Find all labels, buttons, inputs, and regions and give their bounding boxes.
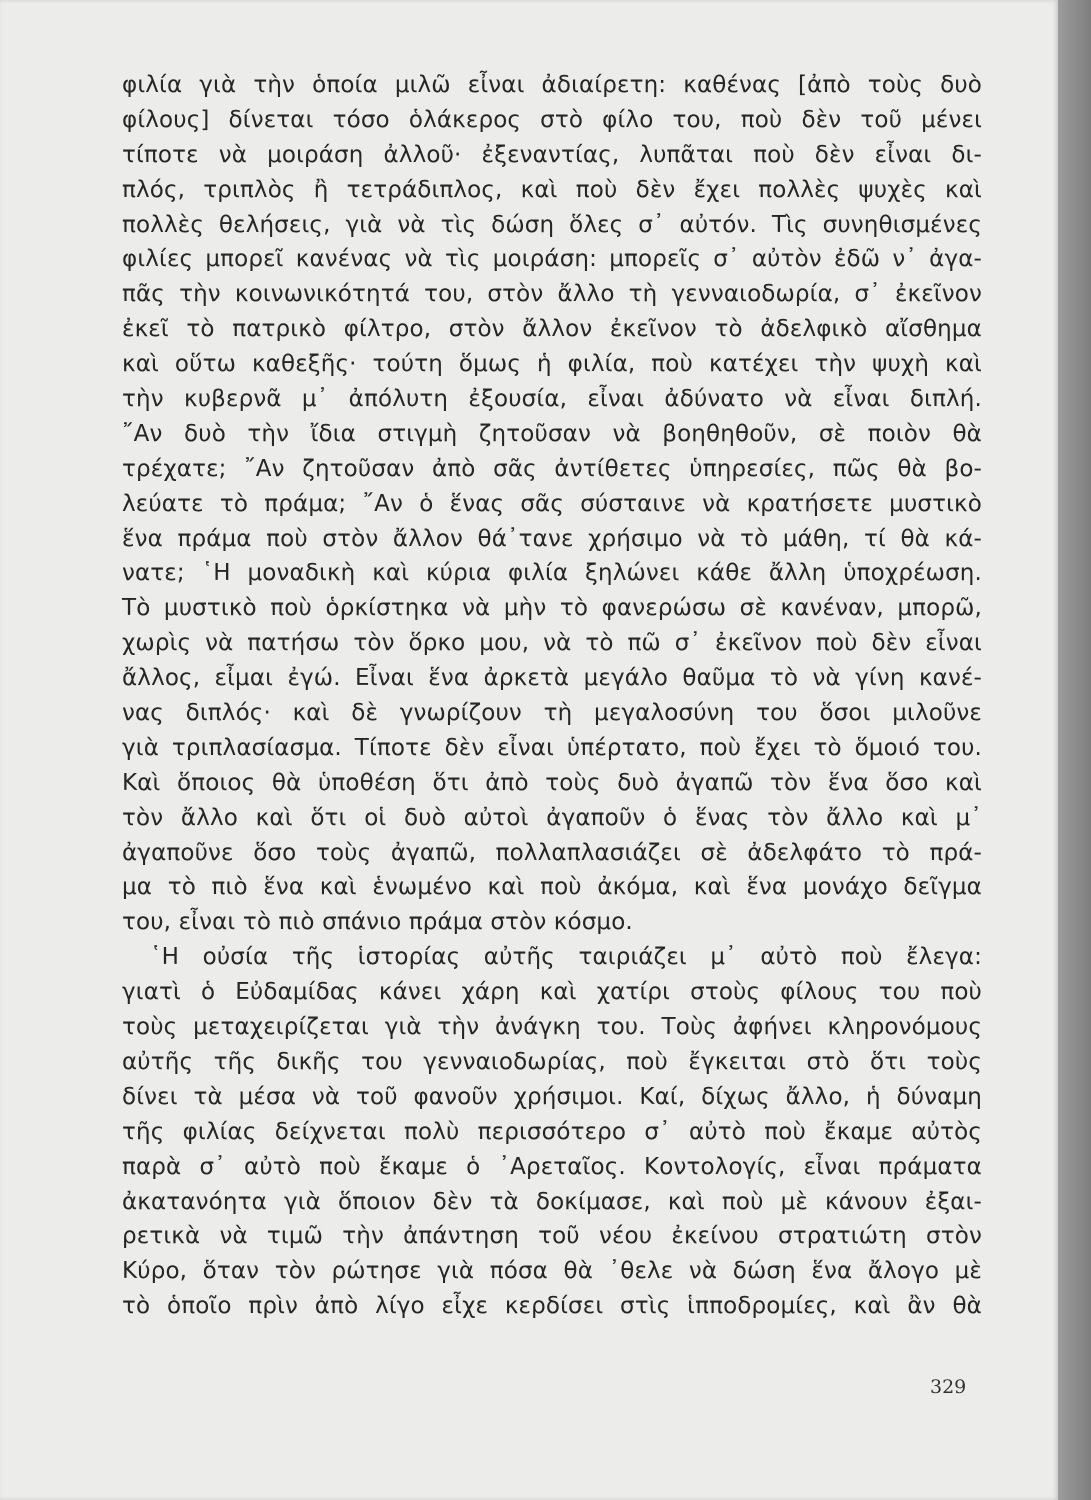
text-line: τρέχατε; ῎Αν ζητοῦσαν ἀπὸ σᾶς ἀντίθετες ὑπηρεσίες, πῶς θὰ βο-: [122, 455, 982, 482]
text-line: ἐκεῖ τὸ πατρικὸ φίλτρο, στὸν ἄλλον ἐκεῖνον τὸ ἀδελφικὸ αἴσθημα: [122, 316, 982, 343]
text-line: ῎Αν δυὸ τὴν ἴδια στιγμὴ ζητοῦσαν νὰ βοηθηθοῦν, σὲ ποιὸν θὰ: [122, 420, 982, 447]
text-line: ἀκατανόητα γιὰ ὅποιον δὲν τὰ δοκίμασε, καὶ ποὺ μὲ κάνουν ἐξαι-: [122, 1188, 982, 1215]
text-line: δίνει τὰ μέσα νὰ τοῦ φανοῦν χρήσιμοι. Καί, δίχως ἄλλο, ἡ δύναμη: [122, 1083, 982, 1110]
text-line: τὸν ἄλλο καὶ ὅτι οἱ δυὸ αὐτοὶ ἀγαποῦν ὁ ἕνας τὸν ἄλλο καὶ μ᾽: [122, 804, 982, 831]
text-line-paragraph-end: του, εἶναι τὸ πιὸ σπάνιο πράμα στὸν κόσμο.: [122, 909, 633, 936]
text-line: πλός, τριπλὸς ἢ τετράδιπλος, καὶ ποὺ δὲν ἔχει πολλὲς ψυχὲς καὶ: [122, 176, 982, 203]
text-line: τῆς φιλίας δείχνεται πολὺ περισσότερο σ᾽ αὐτὸ ποὺ ἔκαμε αὐτὸς: [122, 1118, 982, 1145]
text-line: ρετικὰ νὰ τιμῶ τὴν ἀπάντηση τοῦ νέου ἐκείνου στρατιώτη στὸν: [122, 1223, 982, 1250]
text-line: ἀγαποῦνε ὅσο τοὺς ἀγαπῶ, πολλαπλασιάζει σὲ ἀδελφάτο τὸ πρά-: [122, 839, 982, 866]
text-line: αὐτῆς τῆς δικῆς του γενναιοδωρίας, ποὺ ἔγκειται στὸ ὅτι τοὺς: [122, 1048, 982, 1075]
text-line: χωρὶς νὰ πατήσω τὸν ὅρκο μου, νὰ τὸ πῶ σ᾽ ἐκεῖνον ποὺ δὲν εἶναι: [122, 630, 982, 657]
text-line: ἄλλος, εἶμαι ἐγώ. Εἶναι ἕνα ἀρκετὰ μεγάλο θαῦμα τὸ νὰ γίνη κανέ-: [122, 665, 982, 692]
text-line: γιατὶ ὁ Εὐδαμίδας κάνει χάρη καὶ χατίρι στοὺς φίλους του ποὺ: [122, 979, 982, 1006]
page-edge-shadow: [1058, 0, 1091, 1500]
text-line: νας διπλός· καὶ δὲ γνωρίζουν τὴ μεγαλοσύνη του ὅσοι μιλοῦνε: [122, 700, 982, 727]
text-line: τὸ ὁποῖο πρὶν ἀπὸ λίγο εἶχε κερδίσει στὶς ἱπποδρομίες, καὶ ἂν θὰ: [122, 1293, 982, 1320]
text-line: τίποτε νὰ μοιράση ἀλλοῦ· ἐξεναντίας, λυπᾶται ποὺ δὲν εἶναι δι-: [122, 141, 982, 168]
text-line: νατε; ῾Η μοναδικὴ καὶ κύρια φιλία ξηλώνει κάθε ἄλλη ὑποχρέωση.: [122, 560, 982, 587]
text-line: παρὰ σ᾽ αὐτὸ ποὺ ἔκαμε ὁ ᾽Αρεταῖος. Κοντολογίς, εἶναι πράματα: [122, 1153, 982, 1180]
text-line-paragraph-start: ῾Η οὐσία τῆς ἱστορίας αὐτῆς ταιριάζει μ᾽ αὐτὸ ποὺ ἔλεγα:: [150, 944, 982, 971]
page-number: 329: [930, 1376, 967, 1398]
text-line: φιλία γιὰ τὴν ὁποία μιλῶ εἶναι ἀδιαίρετη: καθένας [ἀπὸ τοὺς δυὸ: [122, 72, 982, 98]
text-line: Καὶ ὅποιος θὰ ὑποθέση ὅτι ἀπὸ τοὺς δυὸ ἀγαπῶ τὸν ἕνα ὅσο καὶ: [122, 769, 982, 796]
text-line: Κύρο, ὅταν τὸν ρώτησε γιὰ πόσα θὰ ᾽θελε νὰ δώση ἕνα ἄλογο μὲ: [122, 1258, 982, 1285]
text-line: τοὺς μεταχειρίζεται γιὰ τὴν ἀνάγκη του. Τοὺς ἀφήνει κληρονόμους: [122, 1014, 982, 1041]
text-line: πολλὲς θελήσεις, γιὰ νὰ τὶς δώση ὅλες σ᾽ αὐτόν. Τὶς συνηθισμένες: [122, 211, 982, 238]
body-text: [122, 68, 982, 1324]
text-line: φίλους] δίνεται τόσο ὁλάκερος στὸ φίλο του, ποὺ δὲν τοῦ μένει: [122, 106, 982, 133]
text-line: γιὰ τριπλασίασμα. Τίποτε δὲν εἶναι ὑπέρτατο, ποὺ ἔχει τὸ ὅμοιό του.: [122, 734, 982, 761]
text-line: λεύατε τὸ πράμα; ῎Αν ὁ ἕνας σᾶς σύσταινε νὰ κρατήσετε μυστικὸ: [122, 490, 982, 517]
text-line: μα τὸ πιὸ ἕνα καὶ ἑνωμένο καὶ ποὺ ἀκόμα, καὶ ἕνα μονάχο δεῖγμα: [122, 874, 982, 901]
text-line: τὴν κυβερνᾶ μ᾽ ἀπόλυτη ἐξουσία, εἶναι ἀδύνατο νὰ εἶναι διπλή.: [122, 386, 982, 413]
text-line: φιλίες μπορεῖ κανένας νὰ τὶς μοιράση: μπορεῖς σ᾽ αὐτὸν ἐδῶ ν᾽ ἀγα-: [122, 246, 982, 273]
text-line: καὶ οὕτω καθεξῆς· τούτη ὅμως ἡ φιλία, ποὺ κατέχει τὴν ψυχὴ καὶ: [122, 351, 982, 378]
text-line: ἕνα πράμα ποὺ στὸν ἄλλον θά᾽τανε χρήσιμο νὰ τὸ μάθη, τί θὰ κά-: [122, 525, 982, 552]
text-line: Τὸ μυστικὸ ποὺ ὁρκίστηκα νὰ μὴν τὸ φανερώσω σὲ κανέναν, μπορῶ,: [122, 595, 982, 622]
text-line: πᾶς τὴν κοινωνικότητά του, στὸν ἄλλο τὴ γενναιοδωρία, σ᾽ ἐκεῖνον: [122, 281, 982, 308]
